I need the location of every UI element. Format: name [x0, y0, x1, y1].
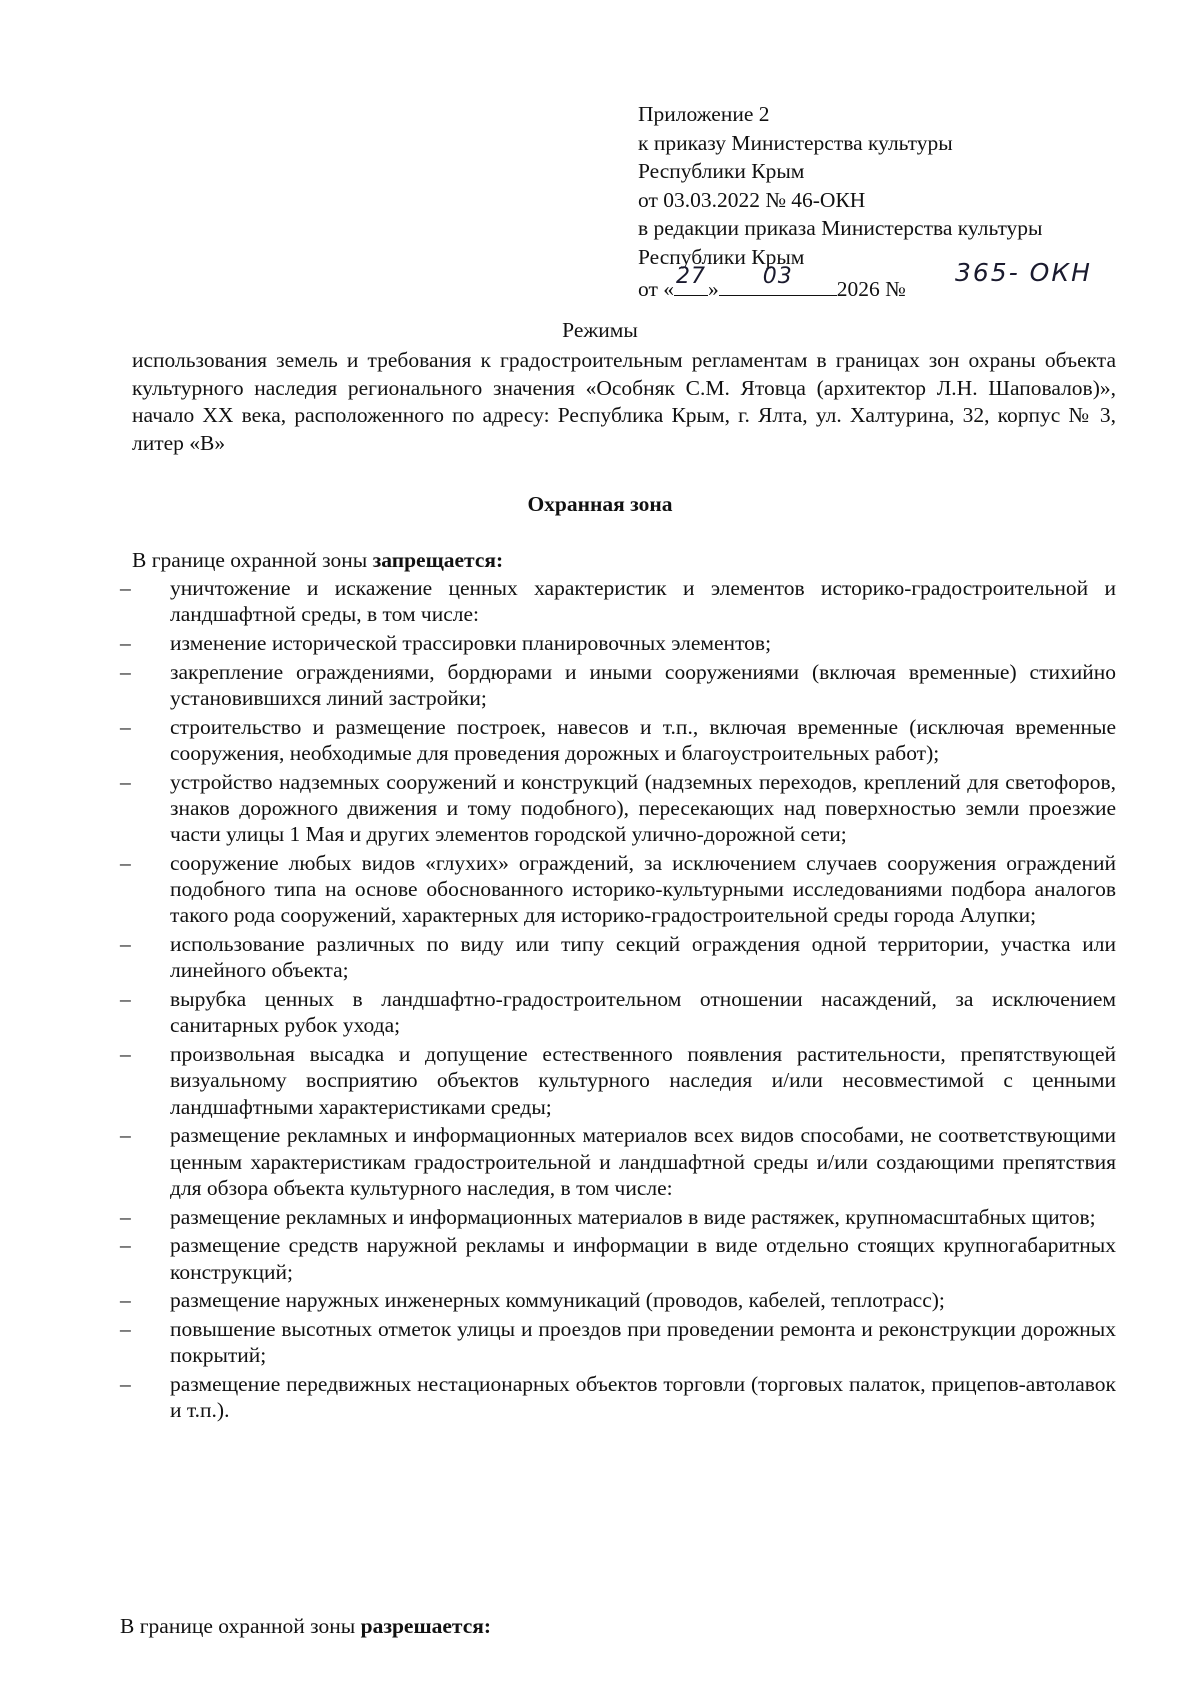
allowed-lead — [120, 1614, 1104, 1639]
list-dash: – — [120, 851, 131, 875]
order-date-line — [638, 258, 1158, 304]
year-text: 2026 № — [836, 277, 906, 301]
section-heading: Охранная зона — [527, 492, 673, 516]
list-dash: – — [120, 1233, 131, 1258]
list-item — [120, 850, 1116, 929]
appendix-line: Республики Крым — [638, 159, 805, 183]
list-item — [120, 575, 1116, 627]
lead-keyword: запрещается: — [372, 548, 504, 572]
list-item-text: произвольная высадка и допущение естественного появления растительности, препятствующей визуальному восприятию объектов культурного наследия и/или несовместимой с ценными ландшафтными характеристиками среды; — [170, 1042, 1116, 1119]
list-dash: – — [120, 1372, 131, 1397]
list-item-text: строительство и размещение построек, навесов и т.п., включая временные (исключая временные сооружения, необходимые для проведения дорожных и благоустроительных работ); — [170, 714, 1116, 765]
appendix-line: Приложение 2 — [638, 102, 770, 126]
list-dash: – — [120, 659, 131, 684]
date-prefix: от « — [638, 277, 674, 301]
list-item-text: уничтожение и искажение ценных характеристик и элементов историко-градостроительной и ландшафтной среды, в том числе: — [170, 576, 1116, 627]
list-item-text: размещение рекламных и информационных материалов в виде растяжек, крупномасштабных щитов; — [170, 1204, 1096, 1229]
list-item-text: вырубка ценных в ландшафтно-градостроительном отношении насаждений, за исключением санитарных рубок ухода; — [170, 987, 1116, 1038]
list-item-text: устройство надземных сооружений и конструкций (надземных переходов, креплений для светофоров, знаков дорожного движения и тому подобного), пересекающих над поверхностью земли проезжие части улицы 1 Мая и других элементов городской улично-дорожной сети; — [170, 769, 1116, 847]
appendix-line: к приказу Министерства культуры — [638, 130, 953, 155]
list-item-text: размещение рекламных и информационных материалов всех видов способами, не соответствующими ценным характеристикам градостроительной и ландшафтной среды и/или создающими препятствия для обзора объекта культурного наследия, в том числе: — [170, 1123, 1116, 1200]
list-item — [120, 1204, 1116, 1230]
appendix-line: от 03.03.2022 № 46-ОКН — [638, 187, 866, 212]
list-item-text: использование различных по виду или типу секций ограждения одной территории, участка или линейного объекта; — [170, 932, 1116, 983]
appendix-line: в редакции приказа Министерства культуры — [638, 216, 1043, 240]
list-item — [120, 630, 1116, 656]
day-suffix: » — [708, 277, 719, 301]
list-item — [120, 714, 1116, 766]
list-dash: – — [120, 769, 131, 794]
lead-keyword: разрешается: — [360, 1614, 492, 1638]
list-item — [120, 1122, 1116, 1201]
list-dash: – — [120, 576, 131, 600]
list-dash: – — [120, 1042, 131, 1067]
prohibited-list — [120, 575, 1116, 1426]
list-item-text: размещение передвижных нестационарных объектов торговли (торговых палаток, прицепов-автолавок и т.п.). — [170, 1372, 1116, 1423]
month-blank — [719, 264, 837, 296]
list-dash: – — [120, 987, 131, 1012]
list-item-text: размещение средств наружной рекламы и информации в виде отдельно стоящих крупногабаритных конструкций; — [170, 1233, 1116, 1284]
lead-text: В границе охранной зоны — [120, 1614, 361, 1638]
list-item-text: сооружение любых видов «глухих» ограждений, за исключением случаев сооружения ограждений подобного типа на основе обоснованного историко-культурными исследованиями подбора аналогов такого рода сооружений, характерных для историко-градостроительной среды города Алупки; — [170, 851, 1116, 928]
list-item-text: повышение высотных отметок улицы и проездов при проведении ремонта и реконструкции дорожных покрытий; — [170, 1317, 1116, 1368]
list-item — [120, 769, 1116, 848]
list-dash: – — [120, 631, 131, 655]
list-dash: – — [120, 932, 131, 957]
appendix-header — [638, 100, 1158, 304]
list-item-text: закрепление ограждениями, бордюрами и иными сооружениями (включая временные) стихийно установившихся линий застройки; — [170, 659, 1116, 710]
prohibited-lead — [132, 548, 1116, 573]
lead-text: В границе охранной зоны — [132, 548, 373, 572]
list-item — [120, 1287, 1116, 1313]
handwritten-day: 27 — [676, 264, 706, 289]
list-dash: – — [120, 1288, 131, 1313]
list-item — [120, 1041, 1116, 1120]
list-item — [120, 931, 1116, 983]
list-item — [120, 1316, 1116, 1368]
list-item — [120, 1232, 1116, 1284]
document-title: Режимы — [562, 318, 638, 342]
document-subtitle: использования земель и требования к градостроительным регламентам в границах зон охраны объекта культурного наследия регионального значения «Особняк С.М. Ятовца (архитектор Л.Н. Шаповалов)», начало XX века, расположенного по адресу: Республика Крым, г. Ялта, ул. Халтурина, 32, корпус № 3, литер «В» — [132, 348, 1116, 455]
appendix-line: Республики Крым — [638, 244, 805, 269]
list-item-text: изменение исторической трассировки планировочных элементов; — [170, 631, 772, 655]
list-item — [120, 986, 1116, 1038]
handwritten-month: 03 — [762, 264, 793, 289]
list-dash: – — [120, 1123, 131, 1148]
list-dash: – — [120, 714, 131, 739]
handwritten-order-number: 365- ОКН — [955, 258, 1092, 287]
list-dash: – — [120, 1204, 131, 1229]
day-blank — [674, 264, 708, 296]
list-dash: – — [120, 1317, 131, 1342]
list-item — [120, 1371, 1116, 1423]
list-item-text: размещение наружных инженерных коммуникаций (проводов, кабелей, теплотрасс); — [170, 1288, 945, 1313]
list-item — [120, 659, 1116, 711]
